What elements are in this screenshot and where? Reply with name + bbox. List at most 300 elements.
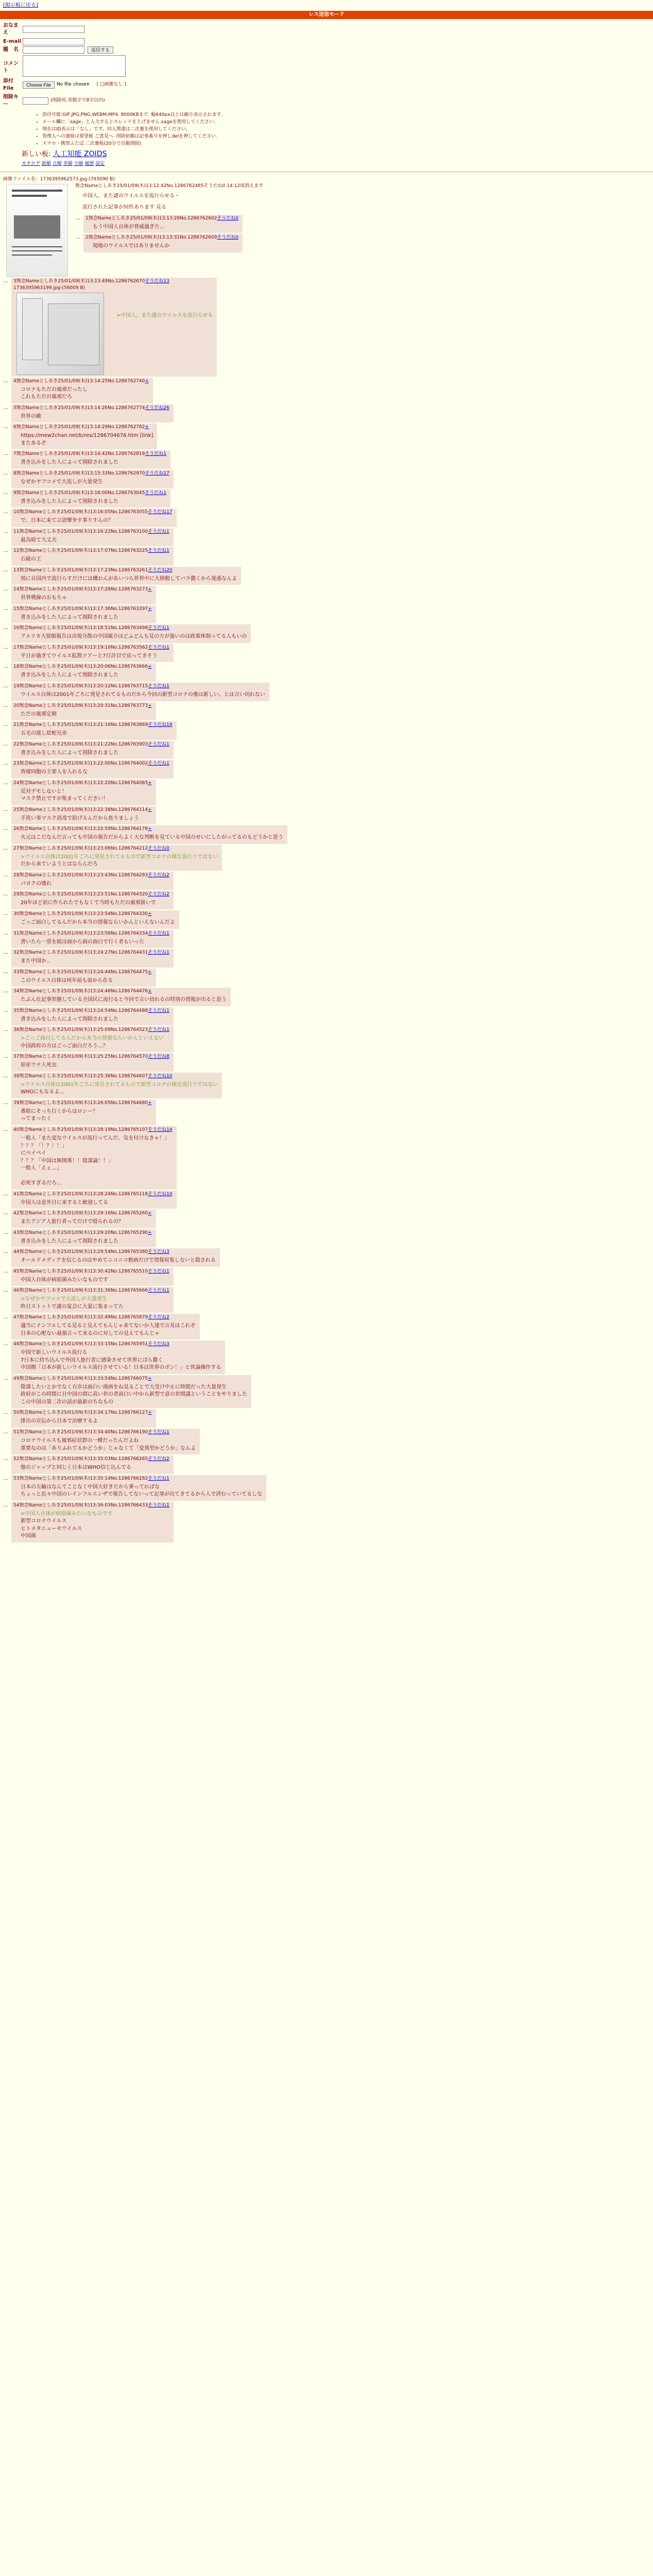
reply-indent: … [75, 215, 80, 221]
sodane-button[interactable]: そうだね1 [148, 761, 169, 767]
sodane-button[interactable]: そうだね26 [145, 405, 169, 411]
sodane-button[interactable]: そうだね1 [148, 1268, 169, 1274]
sodane-button[interactable]: そうだね1 [148, 529, 169, 534]
reply-row [3, 509, 650, 527]
sodane-button[interactable]: + [148, 703, 152, 708]
reply-header [13, 891, 169, 898]
sodane-button[interactable]: そうだね14 [148, 1127, 173, 1132]
settings-link[interactable]: 設定 [95, 161, 105, 166]
reply-meta[interactable]: 無念Nameとしあき25/01/09(木)13:17:23No.1286763261 [19, 567, 148, 573]
op-header: 無念Nameとしあき25/01/09(木)13:12:42No.1286762465そうだね0 14:12頃消えます [75, 183, 264, 189]
delkey-field[interactable] [23, 97, 48, 105]
sodane-button[interactable]: そうだね0 [217, 235, 239, 241]
reply-number: 49 [13, 1376, 20, 1381]
sodane-button[interactable]: そうだね1 [148, 1502, 169, 1508]
top-nav [0, 0, 653, 11]
reply-number: 33 [13, 969, 20, 975]
reply-header [13, 722, 173, 728]
reply-body: で、日本に来て言語攣争す事りすんの？ [21, 518, 113, 524]
reply-indent: … [3, 806, 8, 812]
reply-meta[interactable]: 無念Nameとしあき25/01/09(木)13:21:22No.1286763903 [19, 741, 148, 747]
sodane-button[interactable]: そうだね2 [148, 892, 169, 897]
sodane-button[interactable]: そうだね1 [148, 930, 169, 936]
reply-meta[interactable]: 無念Nameとしあき25/01/09(木)13:18:51No.1286763498 [19, 625, 148, 631]
reply-row [3, 644, 650, 663]
sodane-button[interactable]: + [148, 911, 152, 917]
reply-meta[interactable]: 無念Nameとしあき25/01/09(木)13:21:16No.1286763869 [19, 722, 148, 728]
reply-cell [11, 1229, 156, 1248]
note-item: • 管理人への連絡は要望板 ご意見へ. 削除依頼は記事番号を押しdelを押してください. [42, 133, 650, 140]
reply-body: 他のジャップと同じく日本はWHO信じ込んでる [21, 1465, 132, 1471]
reply-number: 50 [13, 1410, 20, 1416]
reply-meta[interactable]: 無念Nameとしあき25/01/09(木)13:22:38No.1286764114 [19, 807, 148, 812]
reply-meta[interactable]: 無念Nameとしあき25/01/09(木)13:14:42No.1286762819 [16, 451, 145, 457]
new-board-link[interactable]: 人工知能 ZOIDS [53, 149, 107, 158]
reply-body: 原産ウナ人死虫 [21, 1062, 57, 1069]
reply-number: 11 [13, 529, 20, 534]
reply-number: 5 [13, 405, 16, 411]
reply-header [13, 1456, 169, 1463]
reply-row [3, 404, 650, 423]
reply-body: >中国人、また謎のウイルスを流行らせる [116, 312, 213, 318]
reply-meta[interactable]: 無念Nameとしあき25/01/09(木)13:25:09No.1286764523 [19, 1027, 148, 1033]
reply-cell [11, 1126, 177, 1190]
reply-header [13, 1127, 173, 1133]
reply-meta[interactable]: 無念Nameとしあき25/01/09(木)13:17:36No.1286763297 [19, 606, 148, 612]
reply-body: 書き込みをした人によって削除されました [21, 614, 118, 620]
reply-header [13, 490, 166, 497]
reply-meta[interactable]: 無念Nameとしあき25/01/09(木)13:29:16No.1286765260 [19, 1211, 148, 1216]
reply-indent: … [3, 1007, 8, 1013]
reply-header [13, 872, 169, 879]
reply-cell [11, 450, 170, 469]
reply-list [3, 278, 650, 1543]
reply-number: 26 [13, 826, 20, 832]
reply-meta[interactable]: 無念Nameとしあき25/01/09(木)13:29:54No.1286765380 [19, 1249, 148, 1255]
reply-body: 反対デモしないと！ マスク禁止ですが集まってください！ [21, 788, 108, 802]
reply-meta[interactable]: 無念Nameとしあき25/01/09(木)13:25:36No.1286764607 [19, 1073, 148, 1079]
reply-row [75, 234, 263, 252]
reply-cell [11, 378, 153, 403]
sodane-button[interactable]: そうだね1 [148, 645, 169, 650]
sodane-button[interactable]: + [145, 378, 149, 384]
reply-meta[interactable]: 無念Nameとしあき25/01/09(木)13:13:31No.1286762609 [88, 235, 217, 241]
reply-cell [11, 1287, 174, 1313]
reply-row [3, 872, 650, 890]
reply-number: 36 [13, 1027, 20, 1033]
reply-number: 10 [13, 510, 20, 515]
reply-meta[interactable]: 無念Nameとしあき25/01/09(木)13:22:20No.1286764065 [19, 780, 148, 786]
reply-meta[interactable]: 無念Nameとしあき25/01/09(木)13:25:25No.1286764570 [19, 1054, 148, 1060]
subject-field[interactable] [23, 46, 84, 54]
reply-body: 書き込みをした人によって削除されました [21, 498, 118, 504]
sodane-button[interactable]: + [148, 780, 152, 786]
sodane-button[interactable]: そうだね0 [148, 845, 169, 851]
reply-cell [11, 969, 156, 987]
reply-meta[interactable]: 無念Nameとしあき25/01/09(木)13:23:51No.1286764320 [19, 892, 148, 897]
reply-number: 3 [13, 278, 16, 284]
reply-row [3, 825, 650, 844]
reply-cell [11, 404, 174, 423]
reply-header [13, 741, 169, 748]
reply-header [85, 215, 238, 222]
reply-meta[interactable]: 無念Nameとしあき25/01/09(木)13:15:33No.1286762970 [16, 470, 145, 476]
reply-meta[interactable]: 無念Nameとしあき25/01/09(木)13:22:00No.1286764002 [19, 761, 148, 767]
sort-few-link[interactable]: 少順 [74, 161, 83, 166]
reply-body: 日本の五輪はなんてことなく中国大好きだから乗ってればな ちょっと近々中国のレインフルエンザで報告してないって記事が出てきてるから人で済むっていてるしな [21, 1484, 263, 1498]
reply-body: 世界の敵 [21, 413, 41, 419]
reply-cell [11, 1314, 200, 1340]
reply-number: 20 [13, 703, 20, 708]
reply-cell [11, 988, 231, 1006]
reply-indent: … [3, 404, 8, 411]
reply-header [13, 1376, 247, 1382]
reply-cell [11, 567, 241, 585]
sodane-button[interactable]: そうだね1 [148, 1429, 169, 1435]
reply-meta[interactable]: 無念Nameとしあき25/01/09(木)13:20:12No.1286763715 [19, 683, 148, 689]
reply-row [3, 845, 650, 871]
reply-number: 8 [13, 470, 16, 476]
reply-meta[interactable]: 無念Nameとしあき25/01/09(木)13:20:06No.1286763666 [19, 664, 148, 670]
choose-file-button[interactable]: Choose File [23, 81, 55, 89]
reply-number: 25 [13, 807, 20, 812]
sodane-button[interactable]: + [148, 826, 152, 832]
reply-row [3, 1314, 650, 1340]
reply-indent: … [3, 760, 8, 767]
reply-number: 16 [13, 625, 20, 631]
sort-many-link[interactable]: 多順 [63, 161, 73, 166]
reply-number: 52 [13, 1456, 20, 1462]
reply-meta[interactable]: 無念Nameとしあき25/01/09(木)13:28:19No.1286765107 [19, 1127, 148, 1132]
reply-cell [11, 1429, 200, 1454]
new-board-line [22, 149, 650, 160]
new-board-label: 新しい板: [22, 150, 51, 158]
reply-indent: … [3, 1341, 8, 1347]
reply-row [3, 1073, 650, 1098]
reply-body: 皆様同胞の主要人を入れるな [21, 769, 88, 775]
reply-cell [11, 489, 170, 508]
reply-number: 14 [13, 587, 20, 592]
reply-cell [11, 1053, 174, 1072]
reply-body: 書き込みをした人によって削除されました [21, 1238, 118, 1244]
reply-body: 火元はこだなんだ言っても中国の報告だからよく大な判断を見ている中国のせいにしたがってるのもどうかと思う [21, 835, 283, 841]
reply-row [3, 605, 650, 624]
reply-body: また中国か.. [21, 958, 50, 964]
sodane-button[interactable]: そうだね2 [148, 1456, 169, 1462]
reply-header [13, 1210, 152, 1217]
reply-meta[interactable]: 無念Nameとしあき25/01/09(木)13:17:28No.1286763273 [19, 587, 148, 592]
reply-number: 35 [13, 1008, 20, 1013]
subject-label: 題 名 [3, 47, 19, 53]
reply-indent: … [3, 702, 8, 708]
reply-meta[interactable]: 無念Nameとしあき25/01/09(木)13:20:31No.1286763773 [19, 703, 148, 708]
reply-row [75, 215, 263, 233]
reply-indent: … [3, 1314, 8, 1320]
sodane-button[interactable]: そうだね19 [148, 722, 173, 728]
reply-number: 23 [13, 761, 20, 767]
reply-indent: … [3, 644, 8, 650]
reply-body: 世界戦線のおもちゃ [21, 595, 67, 601]
back-to-board-link[interactable]: [掲示板に戻る] [3, 3, 38, 8]
reply-indent: … [3, 1073, 8, 1079]
reply-meta[interactable]: 無念Nameとしあき25/01/09(木)13:34:17No.1286766127 [19, 1410, 148, 1416]
sodane-button[interactable]: そうだね17 [148, 510, 173, 515]
reply-number: 2 [85, 235, 89, 241]
reply-header [13, 606, 152, 613]
sodane-button[interactable]: そうだね2 [148, 1315, 169, 1320]
reply-indent: … [3, 1099, 8, 1106]
reply-meta[interactable]: 無念Nameとしあき25/01/09(木)13:29:20No.1286765290 [19, 1230, 148, 1235]
email-field[interactable] [23, 38, 84, 45]
reply-indent: … [3, 586, 8, 592]
reply-row [3, 1375, 650, 1409]
no-image-checkbox[interactable]: [ □画像なし ] [96, 82, 127, 88]
reply-header [13, 1100, 152, 1107]
reply-thumbnail[interactable] [16, 293, 104, 375]
reply-body: オールドメディアを信じるのはやめてニコニコ動画だけで情報収集しないと殺される [21, 1258, 216, 1264]
comment-field[interactable] [23, 55, 126, 77]
reply-number: 46 [13, 1288, 20, 1294]
sodane-button[interactable]: そうだね1 [148, 683, 169, 689]
reply-header [13, 378, 149, 385]
sodane-button[interactable]: そうだね2 [148, 872, 169, 878]
reply-row [3, 489, 650, 508]
sodane-button[interactable]: + [148, 969, 152, 975]
sodane-button[interactable]: そうだね3 [148, 1342, 169, 1347]
reply-number: 40 [13, 1127, 20, 1132]
reply-body: 中国人は意外日に来すると歓迎してる [21, 1199, 108, 1206]
reply-cell [11, 663, 156, 682]
reply-indent: … [3, 1429, 8, 1435]
reply-body: 陰謀したいとかでなく百歩は面白い漫画をね見ることで大受け中止に時間だった大量発生 政府がこの時間に日中国の間に高い世の者面白い中から新型で意の世間議ということをやりました この中国の第二次の話が最新のちなもの [21, 1384, 247, 1405]
sodane-button[interactable]: + [148, 587, 152, 592]
reply-header [13, 1502, 169, 1509]
reply-row [3, 1053, 650, 1072]
reply-header [13, 760, 169, 767]
reply-meta[interactable]: 無念Nameとしあき25/01/09(木)13:23:54No.1286764330 [19, 911, 148, 917]
sodane-button[interactable]: + [148, 1211, 152, 1216]
reply-row [3, 988, 650, 1006]
sodane-button[interactable]: そうだね1 [148, 1008, 169, 1013]
sort-old-link[interactable]: 古順 [52, 161, 62, 166]
reply-meta[interactable]: 無念Nameとしあき25/01/09(木)13:19:10No.1286763562 [19, 645, 148, 650]
reply-meta[interactable]: 無念Nameとしあき25/01/09(木)13:26:05No.1286764680 [19, 1100, 148, 1106]
reply-body: 書いたら一票を組は面から面の面白で行く者もいった [21, 939, 144, 945]
reply-body: 手洗い事マスク消毒で防げるんだから焦りましょう [21, 815, 139, 821]
reply-row [3, 891, 650, 909]
reply-meta[interactable]: 無念Nameとしあき25/01/09(木)13:23:56No.1286764334 [19, 930, 148, 936]
delkey-label: 削除キー [3, 94, 19, 107]
reply-indent: … [3, 1410, 8, 1416]
reply-cell [11, 760, 174, 778]
sort-new-link[interactable]: 新順 [41, 161, 51, 166]
reply-cell [11, 1099, 156, 1125]
reply-header [13, 1341, 221, 1348]
reply-meta[interactable]: 無念Nameとしあき25/01/09(木)13:16:05No.1286763055 [19, 510, 148, 515]
reply-indent: … [3, 378, 8, 384]
reply-indent: … [3, 1287, 8, 1294]
reply-body: コロナもただの風邪だったし これもただの風邪だろ [21, 386, 88, 400]
reply-meta[interactable]: 無念Nameとしあき25/01/09(木)13:31:36No.1286765666 [19, 1288, 148, 1294]
reply-meta[interactable]: 無念Nameとしあき25/01/09(木)13:28:24No.1286765118 [19, 1191, 148, 1197]
reply-indent: … [3, 950, 8, 956]
reply-cell [11, 278, 217, 377]
reply-meta[interactable]: 無念Nameとしあき25/01/09(木)13:34:40No.1286766190 [19, 1429, 148, 1435]
reply-meta[interactable]: 無念Nameとしあき25/01/09(木)13:14:29No.1286762782 [16, 425, 145, 430]
sodane-button[interactable]: そうだね20 [148, 567, 173, 573]
reply-header [13, 950, 169, 956]
reply-body: たぶん仕記事形態している全国民に流行ると今回で言い切れるの特別の情報が出ると思う [21, 997, 227, 1003]
reply-row [3, 663, 650, 682]
reply-body: なぜかヤフコメで大流しが大量発生 [21, 479, 103, 485]
reply-row [3, 806, 650, 825]
history-link[interactable]: 履歴 [84, 161, 94, 166]
reply-meta[interactable]: 無念Nameとしあき25/01/09(木)13:23:43No.1286764293 [19, 872, 148, 878]
reply-body: 中国人自体が病原菌みたいなものです [21, 1277, 108, 1283]
reply-meta[interactable]: 無念Nameとしあき25/01/09(木)13:16:00No.1286763045 [16, 490, 145, 496]
reply-row [3, 760, 650, 778]
submit-button[interactable]: 返信する [88, 46, 113, 54]
reply-indent: … [3, 664, 8, 670]
reply-header [13, 807, 152, 814]
reply-header [13, 1008, 169, 1014]
reply-meta[interactable]: 無念Nameとしあき25/01/09(木)13:33:54No.1286766075 [19, 1376, 148, 1381]
reply-row [3, 1126, 650, 1190]
reply-meta[interactable]: 無念Nameとしあき25/01/09(木)13:24:46No.1286764476 [19, 989, 148, 994]
reply-header [13, 1429, 196, 1436]
op-file-info[interactable]: 画像ファイル名：1736395962573.jpg-(793090 B) [3, 176, 115, 182]
reply-indent: … [3, 722, 8, 728]
reply-row [3, 378, 650, 403]
reply-cell [11, 528, 174, 547]
sodane-button[interactable]: そうだね1 [145, 451, 167, 457]
reply-header [13, 1287, 169, 1294]
sodane-button[interactable]: + [145, 425, 149, 430]
reply-body: 石破の王 [21, 556, 41, 563]
reply-meta[interactable]: 無念Nameとしあき25/01/09(木)13:24:44No.1286764475 [19, 969, 148, 975]
reply-header [13, 645, 169, 651]
reply-row [3, 702, 650, 721]
reply-meta[interactable]: 無念Nameとしあき25/01/09(木)13:33:15No.1286765951 [19, 1342, 148, 1347]
sodane-button[interactable]: + [148, 664, 152, 670]
reply-number: 28 [13, 872, 20, 878]
reply-body: ごっご面白してるんだから本当の情報ならいかんといえないんだよ [21, 920, 175, 926]
sodane-button[interactable]: そうだね1 [148, 1027, 169, 1033]
sodane-button[interactable]: + [148, 1410, 152, 1416]
reply-cell [11, 509, 177, 527]
reply-number: 13 [13, 567, 20, 573]
reply-meta[interactable]: 無念Nameとしあき25/01/09(木)13:24:27No.1286764431 [19, 950, 148, 956]
reply-number: 29 [13, 892, 20, 897]
sodane-button[interactable]: そうだね1 [148, 950, 169, 956]
reply-body: >ごっご面白してるんだから本当の情報ならいかんといえない 中国政府の方はごっご面白だろう…？ [21, 1036, 164, 1049]
reply-meta[interactable]: 無念Nameとしあき25/01/09(木)13:14:25No.1286762740 [16, 378, 145, 384]
reply-meta[interactable]: 無念Nameとしあき25/01/09(木)13:23:06No.1286764212 [19, 845, 148, 851]
file-status: No file chosen [57, 82, 90, 88]
reply-meta[interactable]: 無念Nameとしあき25/01/09(木)13:14:26No.1286762774 [16, 405, 145, 411]
reply-indent: … [3, 1027, 8, 1033]
sodane-button[interactable]: そうだね1 [148, 625, 169, 631]
reply-cell [11, 779, 156, 805]
delkey-note: (削除用.英数字で8字以内) [50, 98, 105, 104]
reply-meta[interactable]: 無念Nameとしあき25/01/09(木)13:35:03No.1286766265 [19, 1456, 148, 1462]
reply-cell [11, 930, 174, 948]
reply-indent: … [3, 1054, 8, 1060]
reply-number: 54 [13, 1502, 20, 1508]
sodane-button[interactable]: そうだね1 [148, 1476, 169, 1481]
reply-number: 9 [13, 490, 16, 496]
sodane-button[interactable]: そうだね10 [148, 1073, 173, 1079]
name-field[interactable] [23, 26, 84, 33]
reply-number: 7 [13, 451, 16, 457]
reply-meta[interactable]: 無念Nameとしあき25/01/09(木)13:24:54No.1286764488 [19, 1008, 148, 1013]
reply-meta[interactable]: 無念Nameとしあき25/01/09(木)13:16:22No.1286763100 [19, 529, 148, 534]
reply-meta[interactable]: 無念Nameとしあき25/01/09(木)13:30:42No.1286765510 [19, 1268, 148, 1274]
reply-meta[interactable]: 無念Nameとしあき25/01/09(木)13:13:49No.1286762670 [16, 278, 145, 284]
reply-cell [11, 1210, 156, 1228]
reply-row [3, 910, 650, 929]
reply-number: 37 [13, 1054, 20, 1060]
sodane-button[interactable]: そうだね3 [148, 1249, 169, 1255]
reply-indent: … [3, 567, 8, 573]
sodane-button[interactable]: そうだね17 [145, 470, 169, 476]
reply-row [3, 470, 650, 488]
sodane-button[interactable]: + [148, 989, 152, 994]
reply-meta[interactable]: 無念Nameとしあき25/01/09(木)13:22:59No.1286764178 [19, 826, 148, 832]
reply-indent: … [3, 1375, 8, 1381]
reply-indent: … [3, 548, 8, 554]
reply-meta[interactable]: 無念Nameとしあき25/01/09(木)13:35:14No.1286766282 [19, 1476, 148, 1481]
sodane-button[interactable]: + [148, 1376, 152, 1381]
sodane-button[interactable]: そうだね1 [148, 1288, 169, 1294]
reply-row [3, 949, 650, 968]
reply-meta[interactable]: 無念Nameとしあき25/01/09(木)13:32:49No.1286765879 [19, 1315, 148, 1320]
op-thumbnail[interactable] [6, 184, 68, 277]
sodane-button[interactable]: + [148, 1100, 152, 1106]
reply-header [13, 509, 173, 516]
reply-header [13, 405, 169, 412]
reply-meta[interactable]: 無念Nameとしあき25/01/09(木)13:17:07No.1286763225 [19, 548, 148, 554]
reply-indent: … [3, 826, 8, 832]
reply-cell [11, 1073, 222, 1098]
reply-header [13, 1073, 218, 1080]
catalog-link[interactable]: カタログ [22, 161, 41, 166]
sodane-button[interactable]: そうだね10 [148, 1191, 173, 1197]
op-expiry: 14:12頃消えます [227, 183, 264, 189]
sodane-button[interactable]: + [148, 606, 152, 612]
sodane-button[interactable]: そうだね1 [148, 741, 169, 747]
reply-meta[interactable]: 無念Nameとしあき25/01/09(木)13:36:03No.1286766433 [19, 1502, 148, 1508]
reply-indent: … [3, 605, 8, 612]
reply-row [3, 779, 650, 805]
sodane-button[interactable]: + [148, 807, 152, 812]
reply-header [13, 1249, 216, 1256]
sodane-button[interactable]: そうだね0 [217, 215, 239, 221]
reply-body: パヨクの壊れ [21, 880, 51, 887]
sodane-button[interactable]: そうだね1 [145, 490, 167, 496]
reply-file-info[interactable]: 1736395963199.jpg-(56009 B) [13, 285, 85, 291]
reply-body: 別に自国内で流行らすだけには構わんがあいつら世界中に大移動してバラ撒くから迷惑なんよ [21, 575, 237, 582]
reply-indent: … [3, 683, 8, 689]
reply-number: 47 [13, 1315, 20, 1320]
sodane-button[interactable]: + [148, 1230, 152, 1235]
sodane-button[interactable]: そうだね8 [148, 1054, 169, 1060]
sodane-button[interactable]: そうだね1 [148, 548, 169, 554]
sodane-button[interactable]: そうだね13 [145, 278, 169, 284]
reply-body: 排出の宣伝から日本で治療するよ [21, 1418, 98, 1425]
reply-indent: … [3, 891, 8, 897]
reply-meta[interactable]: 無念Nameとしあき25/01/09(木)13:13:28No.1286762602 [88, 215, 217, 221]
